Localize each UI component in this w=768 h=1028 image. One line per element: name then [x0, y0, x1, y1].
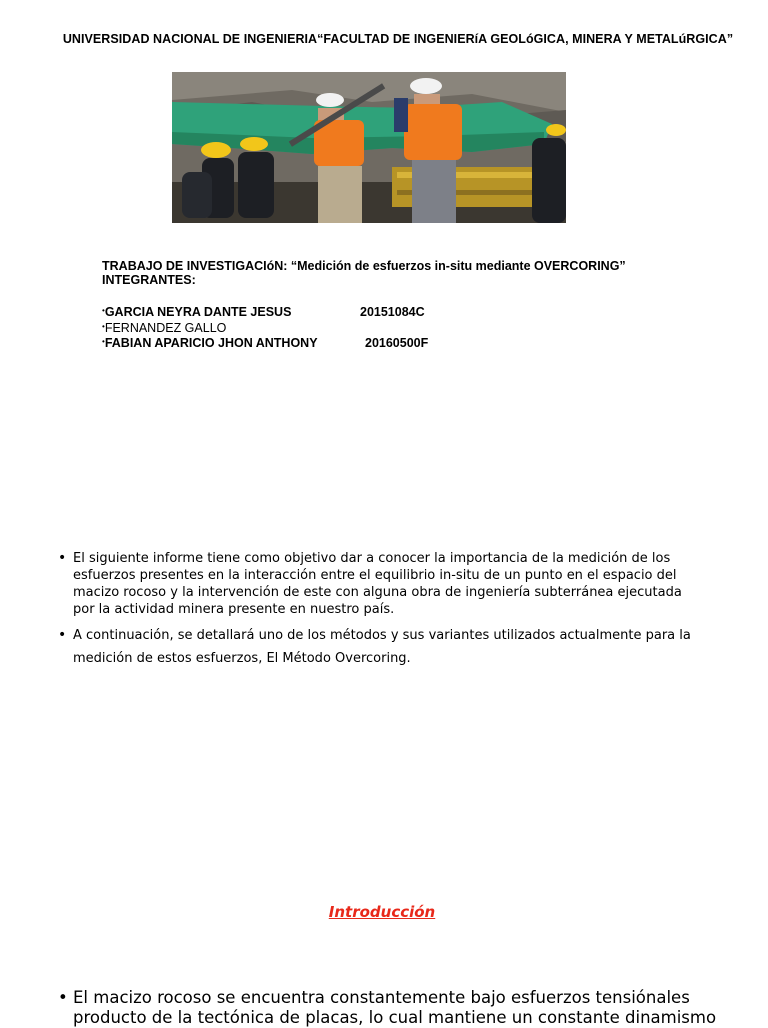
member-item [102, 305, 425, 321]
members-list [102, 305, 429, 352]
research-info [102, 259, 626, 287]
objective-item [56, 550, 696, 618]
intro-heading: Introducción [328, 903, 436, 921]
objective-text: A continuación, se detallará uno de los métodos y sus variantes utilizados actualmente para la medición de estos esfuerzos, El Método Overcoring. [73, 628, 691, 666]
research-title: TRABAJO DE INVESTIGACIóN: “Medición de esfuerzos in-situ mediante OVERCORING” [102, 259, 626, 273]
objective-item [56, 624, 696, 670]
member-name: FERNANDEZ GALLO [104, 320, 227, 335]
member-item [102, 336, 429, 352]
university-header: UNIVERSIDAD NACIONAL DE INGENIERIA“FACULTAD DE INGENIERíA GEOLóGICA, MINERA Y METALúRGICA” [62, 32, 734, 46]
member-code: 20160500F [365, 336, 429, 350]
member-item [102, 321, 318, 337]
objectives-list [56, 550, 696, 676]
bullet-icon: • [58, 550, 67, 566]
objective-text: El siguiente informe tiene como objetivo dar a conocer la importancia de la medición de los esfuerzos presentes en la interacción entre el equilibrio in-situ de un punto en el espacio del macizo rocoso y la intervención de este con alguna obra de ingeniería subterránea ejecutada por la actividad minera presente en nuestro país. [73, 551, 682, 617]
member-code: 20151084C [360, 305, 425, 319]
member-name: FABIAN APARICIO JHON ANTHONY [104, 336, 318, 350]
cover-photo [172, 72, 566, 223]
bullet-icon: • [58, 988, 68, 1007]
intro-paragraph [56, 988, 733, 1028]
bullet-icon: • [102, 306, 105, 315]
members-label: INTEGRANTES: [102, 273, 196, 287]
member-name: GARCIA NEYRA DANTE JESUS [104, 305, 292, 319]
bullet-icon: • [58, 627, 67, 643]
intro-text: El macizo rocoso se encuentra constantemente bajo esfuerzos tensiónales producto de la tectónica de placas, lo cual mantiene un constante dinamismo [73, 988, 717, 1027]
bullet-icon: • [102, 321, 105, 331]
bullet-icon: • [102, 337, 105, 346]
